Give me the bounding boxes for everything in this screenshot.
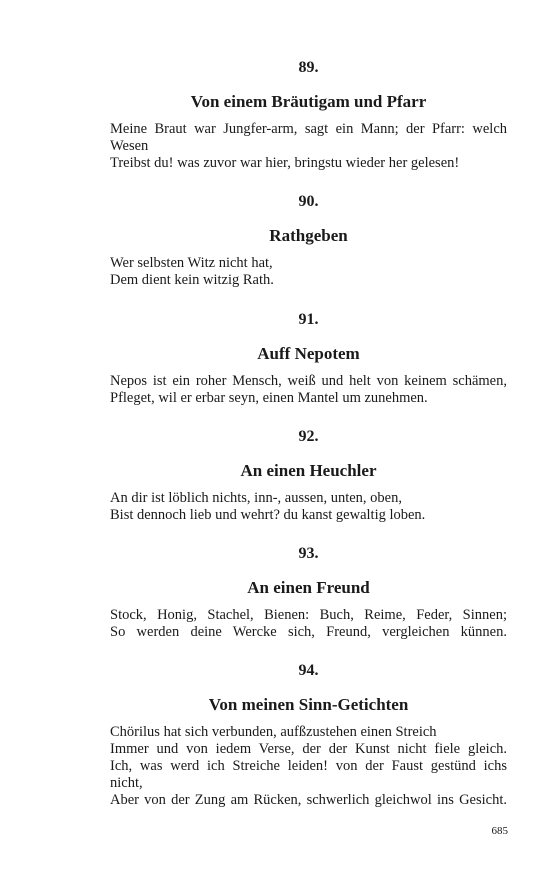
- poem-line: Aber von der Zung am Rücken, schwerlich gleichwol ins Gesicht.: [110, 792, 507, 808]
- poem-title: Auff Nepotem: [257, 344, 360, 363]
- poem-line: Bist dennoch lieb und wehrt? du kanst gewaltig loben.: [110, 507, 426, 523]
- poem-line: Immer und von iedem Verse, der der Kunst nicht fiele gleich.: [110, 741, 507, 757]
- poem-line: Wesen: [110, 138, 149, 154]
- poem-title: Rathgeben: [269, 226, 348, 245]
- poem-line: Nepos ist ein roher Mensch, weiß und helt von keinem schämen,: [110, 373, 507, 389]
- poem-94: [110, 661, 507, 809]
- poem-number: 94.: [298, 662, 319, 679]
- poem-title: An einen Freund: [247, 578, 370, 597]
- poem-line: Meine Braut war Jungfer-arm, sagt ein Mann; der Pfarr: welch: [110, 121, 507, 137]
- poem-title: Von meinen Sinn-Getichten: [208, 695, 409, 714]
- poem-90: [110, 192, 507, 289]
- poem-line: Dem dient kein witzig Rath.: [110, 272, 274, 288]
- page-number: 685: [491, 825, 508, 837]
- poem-89: [110, 58, 507, 172]
- poem-number: 90.: [298, 193, 319, 210]
- poem-92: [110, 427, 507, 524]
- poem-line: So werden deine Wercke sich, Freund, vergleichen künnen.: [110, 624, 507, 640]
- poem-number: 89.: [298, 59, 319, 76]
- poem-number: 92.: [298, 428, 319, 445]
- poem-line: nicht,: [110, 775, 143, 791]
- poem-line: Wer selbsten Witz nicht hat,: [110, 255, 273, 271]
- poem-line: Ich, was werd ich Streiche leiden! von der Faust gestünd ichs: [110, 758, 507, 774]
- poem-line: Stock, Honig, Stachel, Bienen: Buch, Reime, Feder, Sinnen;: [110, 607, 507, 623]
- poem-line: Chörilus hat sich verbunden, aufßzustehen einen Streich: [110, 724, 437, 740]
- poem-line: An dir ist löblich nichts, inn-, aussen, unten, oben,: [110, 490, 402, 506]
- poem-91: [110, 310, 507, 407]
- poem-number: 93.: [298, 545, 319, 562]
- poem-title: Von einem Bräutigam und Pfarr: [190, 92, 427, 111]
- poem-title: An einen Heuchler: [240, 461, 377, 480]
- poem-line: Treibst du! was zuvor war hier, bringstu wieder her gelesen!: [110, 155, 460, 171]
- poem-line: Pfleget, wil er erbar seyn, einen Mantel um zunehmen.: [110, 390, 428, 406]
- poem-number: 91.: [298, 311, 319, 328]
- poem-93: [110, 544, 507, 641]
